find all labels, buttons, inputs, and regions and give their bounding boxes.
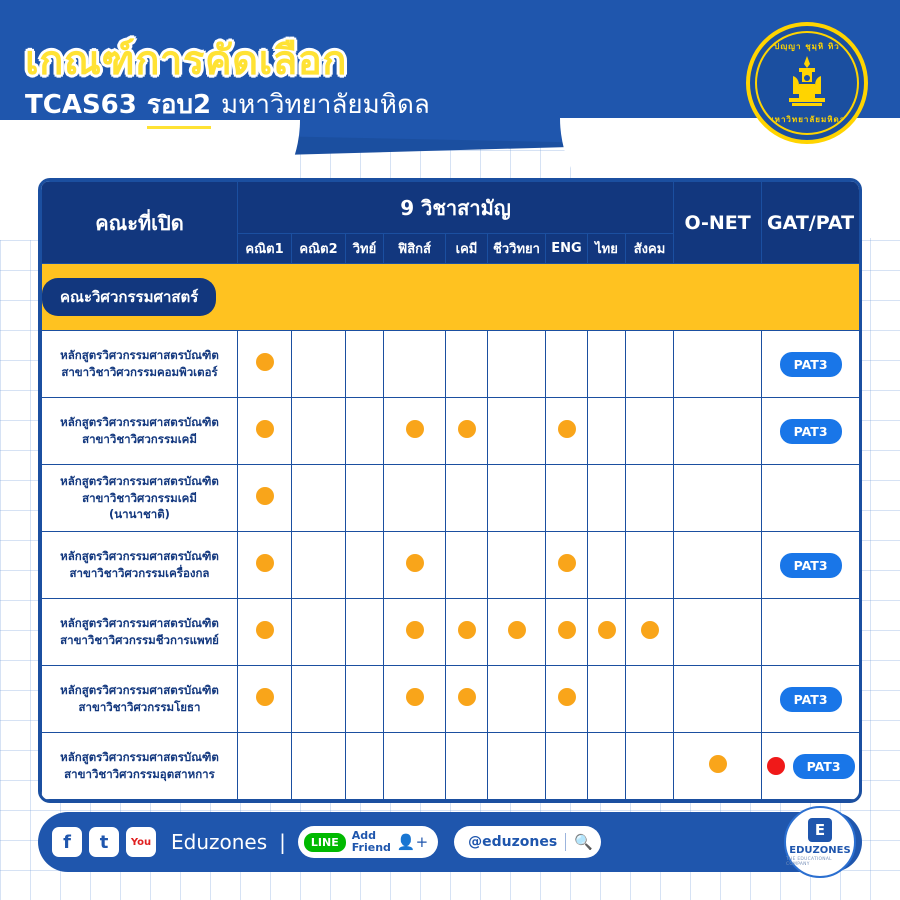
footer-bar xyxy=(38,812,862,872)
marker-dot-icon xyxy=(406,621,424,639)
logo-motto-top: ปญฺญา ชุมฺหิ ทิว xyxy=(774,42,840,51)
subject-cell xyxy=(238,532,292,599)
onet-cell xyxy=(674,666,762,733)
marker-dot-icon xyxy=(458,688,476,706)
subject-cell xyxy=(384,599,446,666)
col-subject-7: ไทย xyxy=(588,234,626,264)
table-row xyxy=(42,733,860,800)
subtitle-tcas: TCAS63 xyxy=(25,90,137,120)
subject-cell xyxy=(488,331,546,398)
line-text-line1: Add xyxy=(351,829,376,843)
youtube-icon[interactable]: You xyxy=(126,827,156,857)
col-subject-5: ชีววิทยา xyxy=(488,234,546,264)
subject-cell xyxy=(488,733,546,800)
handle-divider xyxy=(565,833,566,851)
subject-cell xyxy=(292,599,346,666)
faculty-group-label: คณะวิศวกรรมศาสตร์ xyxy=(42,278,216,316)
col-gatpat: GAT/PAT xyxy=(762,182,860,264)
pat-badge: PAT3 xyxy=(793,754,855,779)
marker-dot-icon xyxy=(641,621,659,639)
add-person-icon: 👤+ xyxy=(396,833,429,851)
marker-dot-icon xyxy=(256,353,274,371)
line-add-friend-chip[interactable] xyxy=(298,826,438,858)
marker-dot-icon xyxy=(256,487,274,505)
gatpat-cell-inner xyxy=(762,419,859,444)
subject-cell xyxy=(446,599,488,666)
subject-cell xyxy=(346,398,384,465)
marker-dot-icon xyxy=(558,688,576,706)
subtitle-university: มหาวิทยาลัยมหิดล xyxy=(221,90,430,120)
subject-cell xyxy=(546,398,588,465)
subject-cell xyxy=(238,599,292,666)
handle-search-chip[interactable] xyxy=(454,826,601,858)
gatpat-cell-inner xyxy=(762,687,859,712)
program-name-cell: หลักสูตรวิศวกรรมศาสตรบัณฑิต สาขาวิชาวิศวกรรมเคมี xyxy=(42,398,238,465)
program-name-cell: หลักสูตรวิศวกรรมศาสตรบัณฑิต สาขาวิชาวิศวกรรมโยธา xyxy=(42,666,238,733)
table-row xyxy=(42,331,860,398)
gatpat-cell-inner xyxy=(762,553,859,578)
col-faculty: คณะที่เปิด xyxy=(42,182,238,264)
subject-cell xyxy=(292,532,346,599)
subject-cell xyxy=(626,599,674,666)
subject-cell xyxy=(238,733,292,800)
marker-dot-icon xyxy=(256,420,274,438)
subtitle-row xyxy=(25,84,430,129)
eduzones-tagline: THE EDUCATIONAL COMPANY xyxy=(786,856,832,867)
subject-cell xyxy=(626,733,674,800)
col-nine-subjects: 9 วิชาสามัญ xyxy=(238,182,674,234)
university-logo xyxy=(746,22,868,144)
table-head-row-top xyxy=(42,182,860,234)
subject-cell xyxy=(446,331,488,398)
subject-cell xyxy=(384,532,446,599)
footer-brand-name: Eduzones xyxy=(171,830,268,854)
table-row xyxy=(42,465,860,532)
program-name-cell: หลักสูตรวิศวกรรมศาสตรบัณฑิต สาขาวิชาวิศวกรรมอุตสาหการ xyxy=(42,733,238,800)
page-title: เกณฑ์การคัดเลือก xyxy=(25,38,348,84)
subject-cell xyxy=(588,465,626,532)
col-subject-2: วิทย์ xyxy=(346,234,384,264)
line-text-line2: Friend xyxy=(351,841,391,854)
onet-cell xyxy=(674,599,762,666)
subject-cell xyxy=(588,733,626,800)
marker-dot-icon xyxy=(406,554,424,572)
marker-dot-red-icon xyxy=(767,757,785,775)
subject-cell xyxy=(546,733,588,800)
onet-cell xyxy=(674,331,762,398)
col-subject-1: คณิต2 xyxy=(292,234,346,264)
subject-cell xyxy=(546,331,588,398)
onet-cell xyxy=(674,398,762,465)
marker-dot-icon xyxy=(256,621,274,639)
subtitle-round: รอบ2 xyxy=(147,84,211,129)
footer-separator: | xyxy=(279,830,286,854)
line-badge: LINE xyxy=(304,833,346,852)
table-head xyxy=(42,182,860,264)
subject-cell xyxy=(292,733,346,800)
handle-text: @eduzones xyxy=(468,834,558,850)
subject-cell xyxy=(588,398,626,465)
program-name-cell: หลักสูตรวิศวกรรมศาสตรบัณฑิต สาขาวิชาวิศวกรรมเครื่องกล xyxy=(42,532,238,599)
gatpat-cell xyxy=(762,331,860,398)
subject-cell xyxy=(626,398,674,465)
subject-cell xyxy=(546,599,588,666)
col-onet: O-NET xyxy=(674,182,762,264)
twitter-icon[interactable]: t xyxy=(89,827,119,857)
subject-cell xyxy=(488,532,546,599)
facebook-icon[interactable]: f xyxy=(52,827,82,857)
eduzones-letter: E xyxy=(808,818,832,842)
gatpat-cell-inner xyxy=(762,754,859,779)
marker-dot-icon xyxy=(458,420,476,438)
subject-cell xyxy=(384,398,446,465)
subject-cell xyxy=(346,733,384,800)
subject-cell xyxy=(588,331,626,398)
subject-cell xyxy=(346,465,384,532)
program-name-cell: หลักสูตรวิศวกรรมศาสตรบัณฑิต สาขาวิชาวิศวกรรมชีวการแพทย์ xyxy=(42,599,238,666)
subject-cell xyxy=(292,465,346,532)
subject-cell xyxy=(446,465,488,532)
subject-cell xyxy=(446,666,488,733)
pat-badge: PAT3 xyxy=(780,553,842,578)
table-row xyxy=(42,666,860,733)
pat-badge: PAT3 xyxy=(780,419,842,444)
logo-motto-bottom: มหาวิทยาลัยมหิดล xyxy=(768,115,846,124)
subject-cell xyxy=(546,666,588,733)
marker-dot-icon xyxy=(256,688,274,706)
program-name-cell: หลักสูตรวิศวกรรมศาสตรบัณฑิต สาขาวิชาวิศวกรรมคอมพิวเตอร์ xyxy=(42,331,238,398)
subject-cell xyxy=(238,398,292,465)
subject-cell xyxy=(488,599,546,666)
onet-cell xyxy=(674,532,762,599)
subject-cell xyxy=(384,733,446,800)
subject-cell xyxy=(292,331,346,398)
marker-dot-icon xyxy=(406,688,424,706)
subject-cell xyxy=(588,532,626,599)
table-row xyxy=(42,532,860,599)
subject-cell xyxy=(588,599,626,666)
marker-dot-icon xyxy=(558,554,576,572)
subject-cell xyxy=(546,465,588,532)
subject-cell xyxy=(292,666,346,733)
table-body xyxy=(42,264,860,800)
gatpat-cell xyxy=(762,532,860,599)
subject-cell xyxy=(238,666,292,733)
subject-cell xyxy=(346,331,384,398)
subject-cell xyxy=(446,398,488,465)
col-subject-0: คณิต1 xyxy=(238,234,292,264)
subject-cell xyxy=(292,398,346,465)
search-icon[interactable]: 🔍 xyxy=(574,833,593,851)
subject-cell xyxy=(588,666,626,733)
faculty-group-cell xyxy=(42,264,860,331)
col-subject-6: ENG xyxy=(546,234,588,264)
subject-cell xyxy=(238,465,292,532)
col-subject-4: เคมี xyxy=(446,234,488,264)
subject-cell xyxy=(626,666,674,733)
university-logo-inner xyxy=(755,31,859,135)
subject-cell xyxy=(384,331,446,398)
subject-cell xyxy=(488,465,546,532)
subject-cell xyxy=(238,331,292,398)
mahidol-emblem-icon xyxy=(779,54,835,112)
subject-cell xyxy=(488,666,546,733)
subject-cell xyxy=(626,331,674,398)
table-row xyxy=(42,398,860,465)
pat-badge: PAT3 xyxy=(780,352,842,377)
subject-cell xyxy=(446,733,488,800)
marker-dot-icon xyxy=(508,621,526,639)
subject-cell xyxy=(346,532,384,599)
gatpat-cell xyxy=(762,599,860,666)
marker-dot-icon xyxy=(458,621,476,639)
marker-dot-icon xyxy=(558,420,576,438)
marker-dot-icon xyxy=(558,621,576,639)
col-subject-3: ฟิสิกส์ xyxy=(384,234,446,264)
gatpat-cell xyxy=(762,666,860,733)
subject-cell xyxy=(488,398,546,465)
marker-dot-icon xyxy=(406,420,424,438)
gatpat-cell-inner xyxy=(762,352,859,377)
subject-cell xyxy=(346,666,384,733)
table-row xyxy=(42,599,860,666)
subject-cell xyxy=(384,465,446,532)
subject-cell xyxy=(626,532,674,599)
subject-cell xyxy=(384,666,446,733)
faculty-group-row xyxy=(42,264,860,331)
marker-dot-icon xyxy=(256,554,274,572)
subject-cell xyxy=(446,532,488,599)
subject-cell xyxy=(346,599,384,666)
program-name-cell: หลักสูตรวิศวกรรมศาสตรบัณฑิต สาขาวิชาวิศวกรรมเคมี (นานาชาติ) xyxy=(42,465,238,532)
eduzones-badge xyxy=(784,806,856,878)
marker-dot-icon xyxy=(598,621,616,639)
criteria-table-card xyxy=(38,178,862,803)
subject-cell xyxy=(546,532,588,599)
line-add-friend-text xyxy=(352,830,391,853)
col-subject-8: สังคม xyxy=(626,234,674,264)
marker-dot-icon xyxy=(709,755,727,773)
criteria-table xyxy=(41,181,860,800)
subject-cell xyxy=(626,465,674,532)
gatpat-cell xyxy=(762,733,860,800)
onet-cell xyxy=(674,733,762,800)
gatpat-cell xyxy=(762,398,860,465)
onet-cell xyxy=(674,465,762,532)
gatpat-cell xyxy=(762,465,860,532)
eduzones-name: EDUZONES xyxy=(789,844,851,856)
pat-badge: PAT3 xyxy=(780,687,842,712)
